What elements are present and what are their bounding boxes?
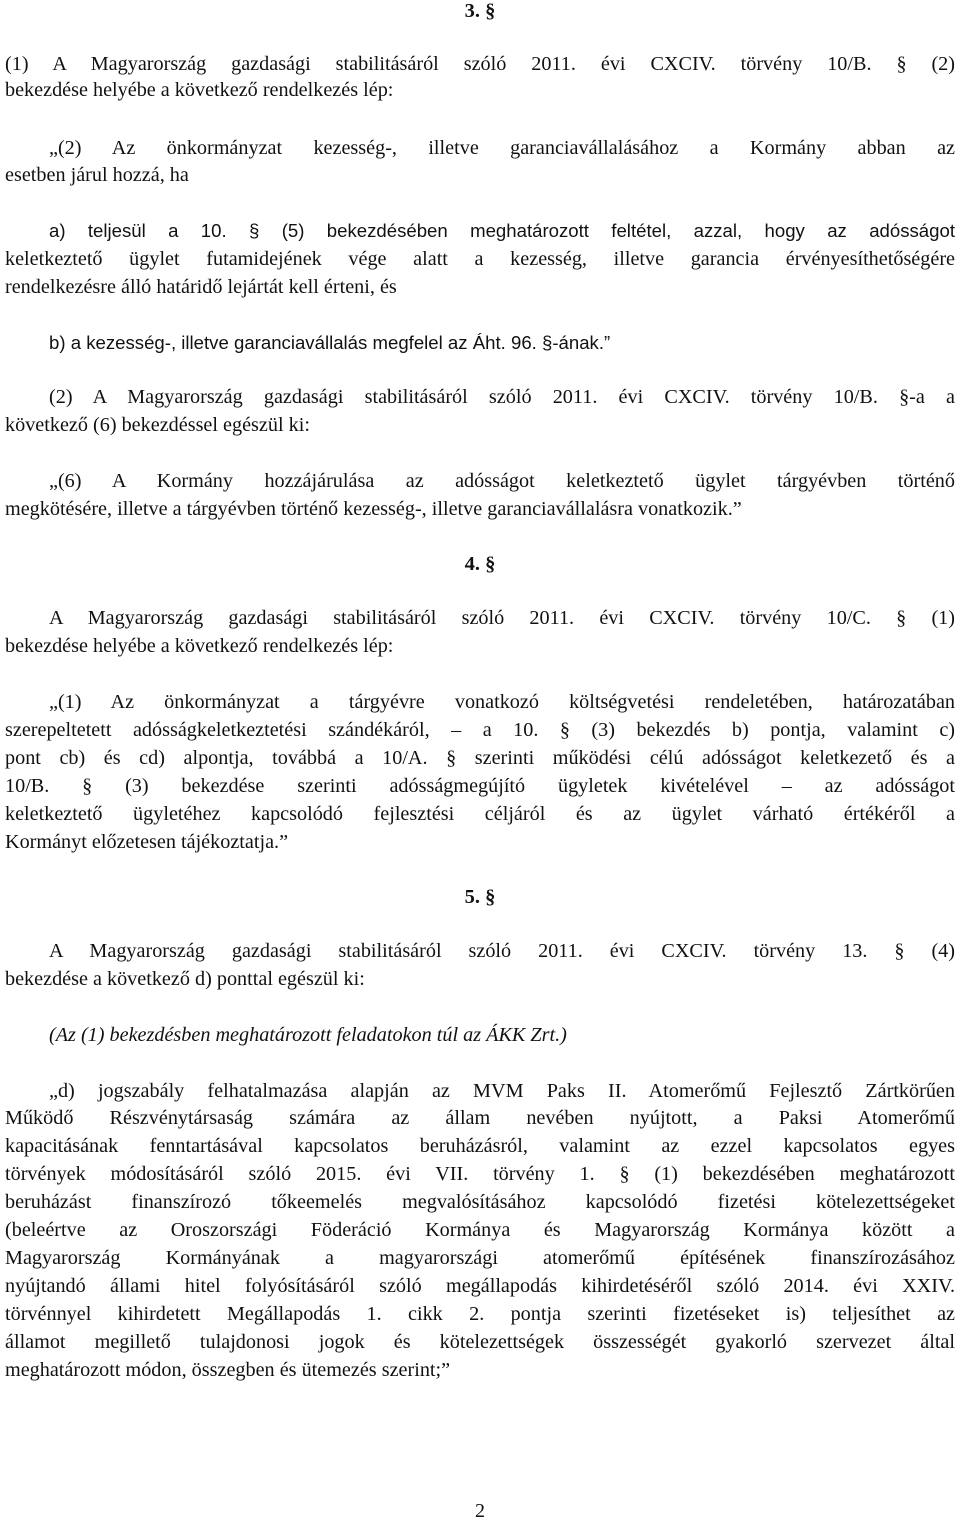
- s3-line-10: következő (6) bekezdéssel egészül ki:: [5, 414, 310, 436]
- s5-line-6: kapacitásának fenntartásával kapcsolatos beruházásról, valamint az ezzel kapcsolatos egyes: [5, 1135, 955, 1157]
- s4-line-7: keletkeztető ügyletéhez kapcsolódó fejlesztési céljáról és az ügylet várható értékéről a: [5, 803, 955, 825]
- s5-line-14: meghatározott módon, összegben és ütemezés szerint;”: [5, 1359, 451, 1381]
- s3-line-5: a) teljesül a 10. § (5) bekezdésében meghatározott feltétel, azzal, hogy az adósságot: [49, 220, 955, 241]
- section-3-heading: 3. §: [464, 0, 496, 22]
- s3-line-12: megkötésére, illetve a tárgyévben történő kezesség-, illetve garanciavállalásra vonatkozik.”: [5, 498, 742, 520]
- s3-line-4: esetben járul hozzá, ha: [5, 164, 189, 186]
- s4-line-6: 10/B. § (3) bekezdése szerinti adósságmegújító ügyletek kivételével – az adósságot: [5, 775, 955, 797]
- s3-line-8: b) a kezesség-, illetve garanciavállalás megfelel az Áht. 96. §-ának.”: [49, 332, 611, 353]
- s4-line-3: „(1) Az önkormányzat a tárgyévre vonatkozó költségvetési rendeletében, határozatában: [49, 691, 955, 713]
- section-4-heading: 4. §: [464, 553, 496, 575]
- s3-line-2: bekezdése helyébe a következő rendelkezés lép:: [5, 79, 394, 101]
- s5-line-3: (Az (1) bekezdésben meghatározott feladatokon túl az ÁKK Zrt.): [49, 1024, 567, 1046]
- s5-line-4: „d) jogszabály felhatalmazása alapján az MVM Paks II. Atomerőmű Fejlesztő Zártkörűen: [49, 1080, 955, 1102]
- s3-line-7: rendelkezésre álló határidő lejártát kell érteni, és: [5, 276, 397, 298]
- section-5-heading: 5. §: [464, 886, 496, 908]
- s5-line-2: bekezdése a következő d) ponttal egészül ki:: [5, 968, 365, 990]
- s5-line-13: államot megillető tulajdonosi jogok és kötelezettségek összességét gyakorló szervezet által: [5, 1331, 955, 1353]
- s5-line-1: A Magyarország gazdasági stabilitásáról szóló 2011. évi CXCIV. törvény 13. § (4): [49, 940, 955, 962]
- s4-line-4: szerepeltetett adósságkeletkeztetési szándékáról, – a 10. § (3) bekezdés b) pontja, valamint c): [5, 719, 955, 741]
- s3-line-11: „(6) A Kormány hozzájárulása az adósságot keletkeztető ügylet tárgyévben történő: [49, 470, 955, 492]
- s4-line-5: pont cb) és cd) alpontja, továbbá a 10/A. § szerinti működési célú adósságot keletkezető és a: [5, 747, 955, 769]
- s3-line-1: (1) A Magyarország gazdasági stabilitásáról szóló 2011. évi CXCIV. törvény 10/B. § (2): [5, 53, 955, 75]
- s3-line-6: keletkeztető ügylet futamidejének vége alatt a kezesség, illetve garancia érvényesíthetőségére: [5, 248, 955, 270]
- s5-line-10: Magyarország Kormányának a magyarországi atomerőmű építésének finanszírozásához: [5, 1247, 955, 1269]
- s5-line-11: nyújtandó állami hitel folyósításáról szóló megállapodás kihirdetéséről szóló 2014. évi XXIV.: [5, 1275, 955, 1297]
- s3-line-9: (2) A Magyarország gazdasági stabilitásáról szóló 2011. évi CXCIV. törvény 10/B. §-a a: [49, 386, 955, 408]
- s5-line-7: törvények módosításáról szóló 2015. évi VII. törvény 1. § (1) bekezdésében meghatározott: [5, 1163, 955, 1185]
- s5-line-5: Működő Részvénytársaság számára az állam nevében nyújtott, a Paksi Atomerőmű: [5, 1107, 955, 1129]
- s3-line-3: „(2) Az önkormányzat kezesség-, illetve garanciavállalásához a Kormány abban az: [49, 137, 955, 159]
- s4-line-2: bekezdése helyébe a következő rendelkezés lép:: [5, 635, 394, 657]
- s4-line-1: A Magyarország gazdasági stabilitásáról szóló 2011. évi CXCIV. törvény 10/C. § (1): [49, 607, 955, 629]
- s4-line-8: Kormányt előzetesen tájékoztatja.”: [5, 831, 289, 853]
- s5-line-9: (beleértve az Oroszországi Föderáció Kormánya és Magyarország Kormánya között a: [5, 1219, 955, 1241]
- page-number: 2: [475, 1500, 485, 1522]
- s5-line-8: beruházást finanszírozó tőkeemelés megvalósításához kapcsolódó fizetési kötelezettségeket: [5, 1191, 955, 1213]
- s5-line-12: törvénnyel kihirdetett Megállapodás 1. cikk 2. pontja szerinti fizetéseket is) teljesíthet az: [5, 1303, 955, 1325]
